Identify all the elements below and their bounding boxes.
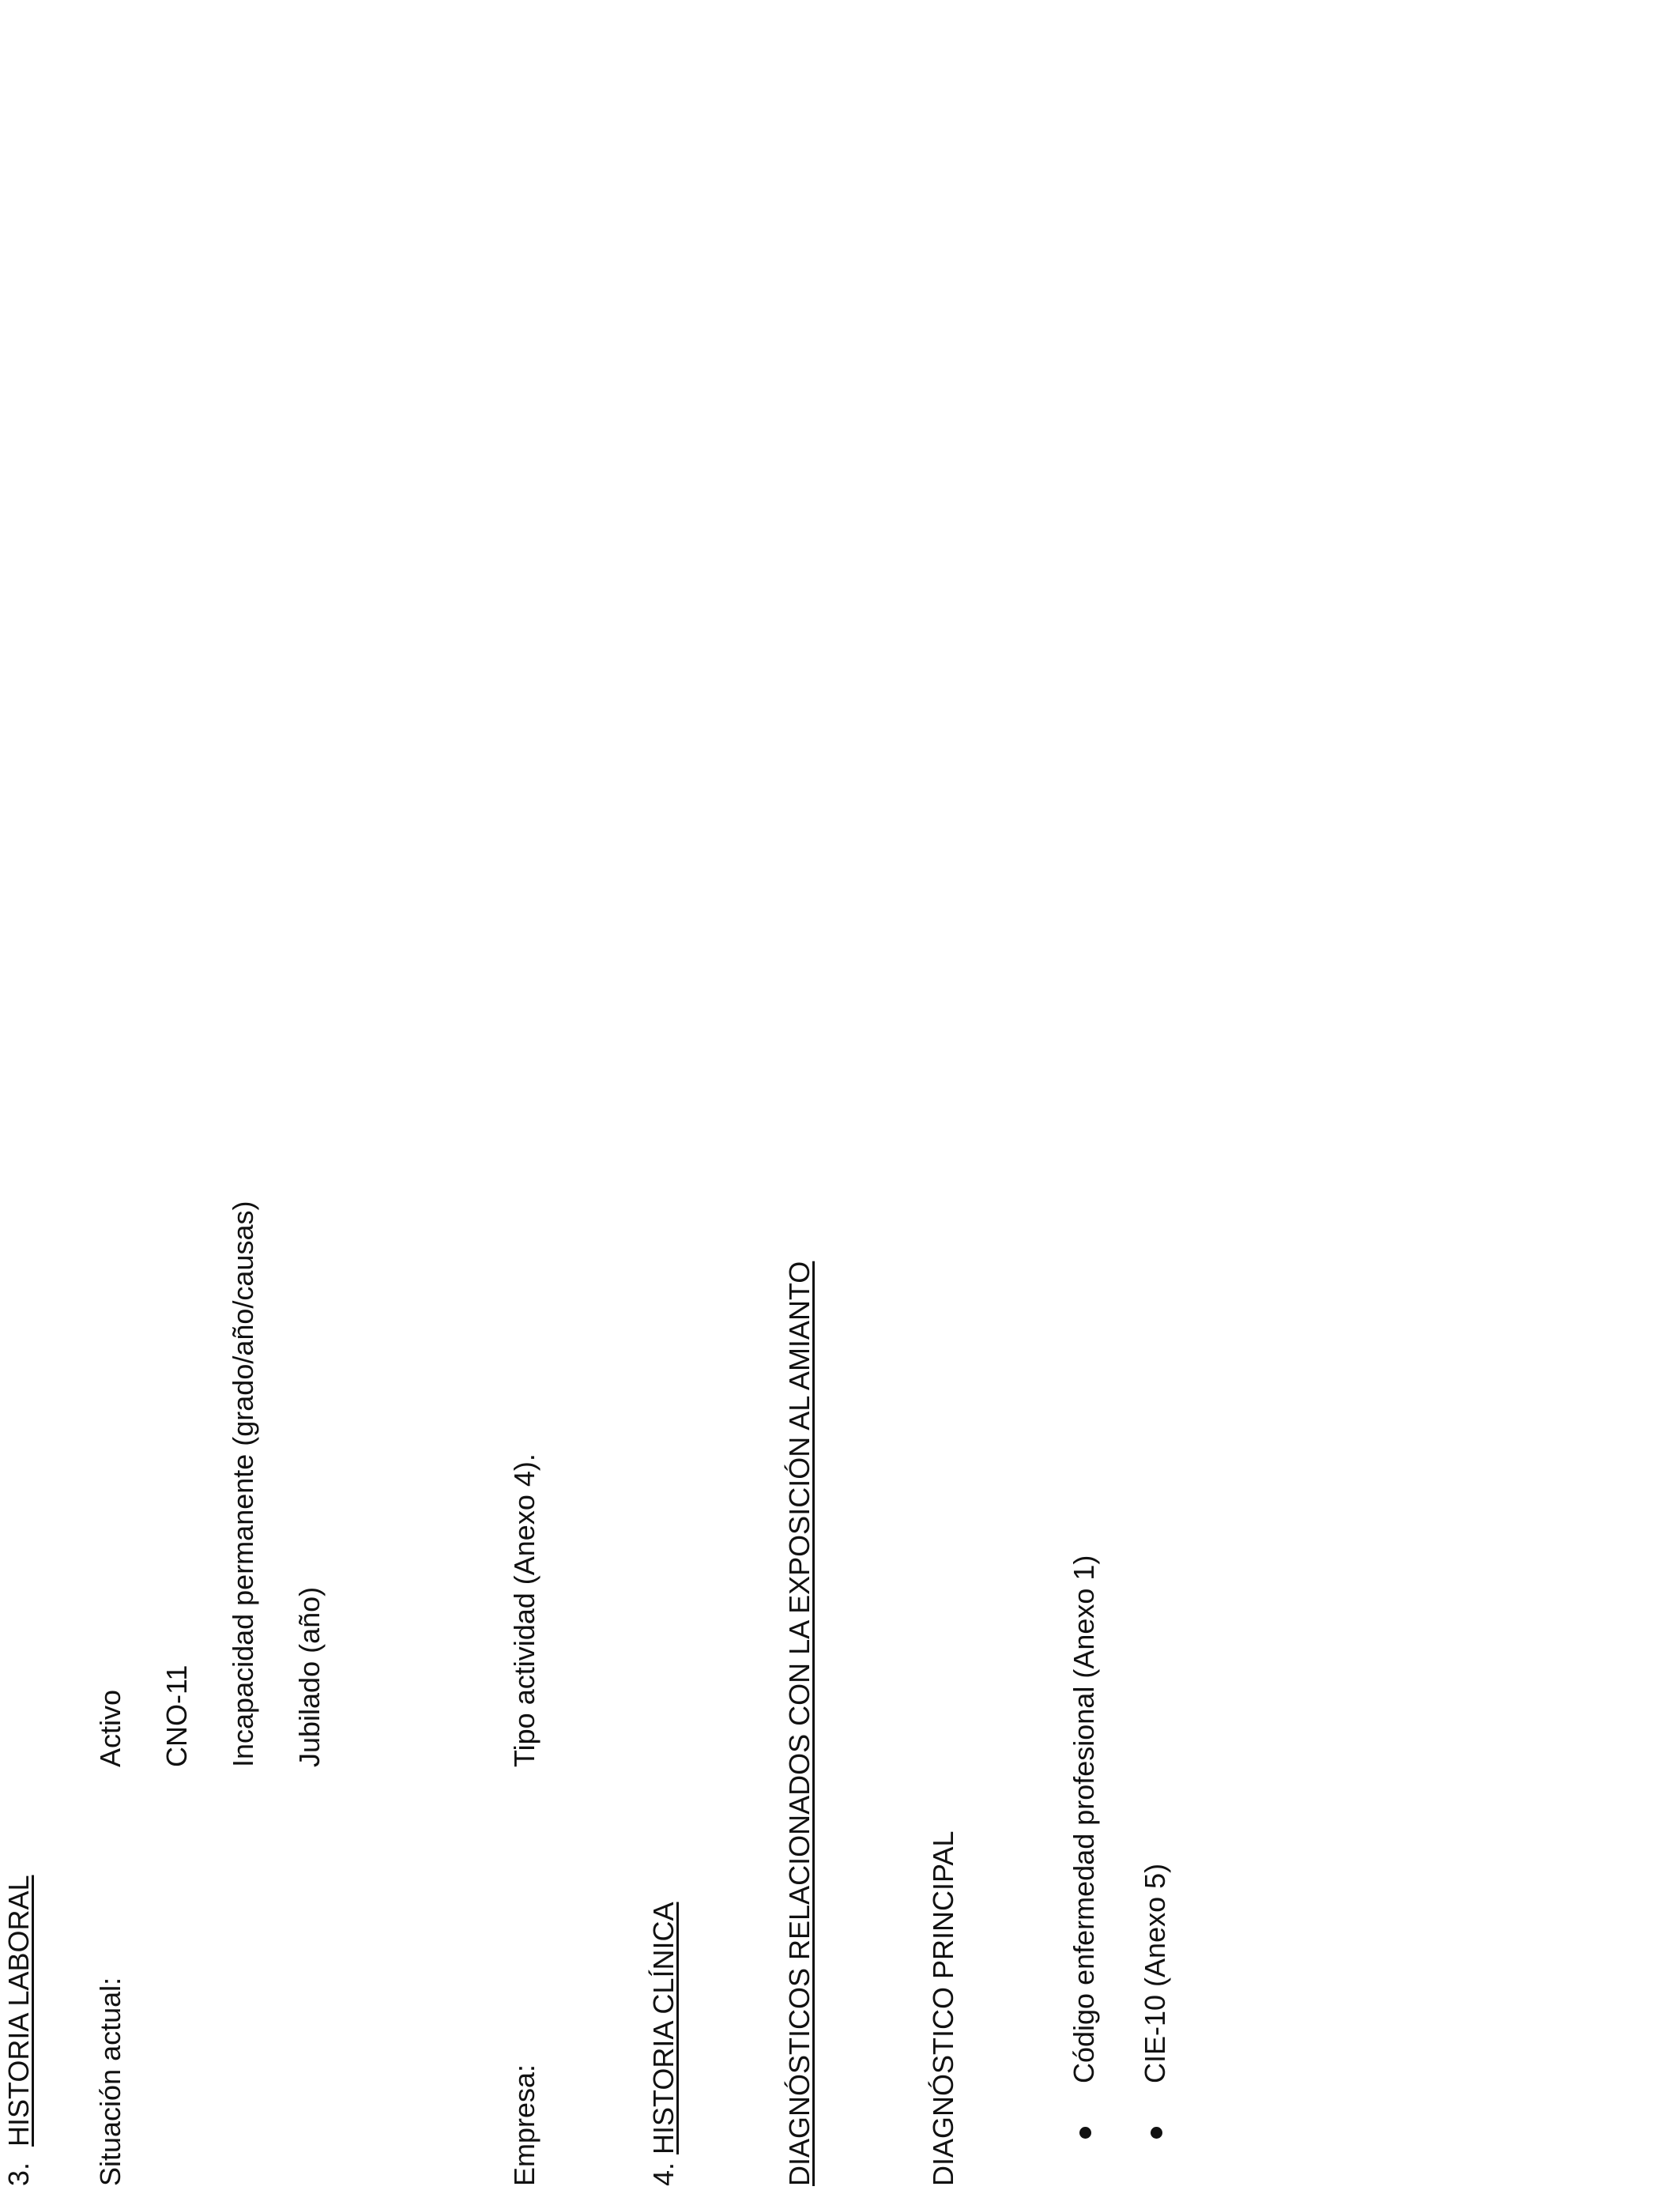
section4-heading	[646, 1902, 681, 2186]
empresa-label: Empresa:	[508, 2064, 541, 2186]
diagnostico-principal-heading: DIAGNÓSTICO PRINCIPAL	[927, 1830, 959, 2186]
section3-title: HISTORIA LABORAL	[2, 1875, 35, 2147]
section4-title: HISTORIA CLÍNICA	[647, 1902, 680, 2154]
bullet-item-codigo: Código enfermedad profesional (Anexo 1)	[1068, 1555, 1100, 2083]
bullet-item-cie10: CIE-10 (Anexo 5)	[1139, 1863, 1171, 2083]
situacion-option-activo: Activo	[94, 1689, 126, 1767]
empresa-value: Tipo actividad (Anexo 4).	[508, 1453, 541, 1767]
section4-number: 4.	[647, 2162, 680, 2186]
situacion-option-cno: CNO-11	[160, 1664, 193, 1767]
situacion-label: Situación actual:	[94, 1977, 126, 2186]
bullet-icon	[1151, 2127, 1162, 2139]
diagnosticos-heading: DIAGNÓSTICOS RELACIONADOS CON LA EXPOSICIÓN AL AMIANTO	[783, 1261, 816, 2186]
section3-heading	[2, 1875, 36, 2186]
situacion-option-jubilado: Jubilado (año)	[293, 1586, 326, 1767]
bullet-icon	[1079, 2127, 1091, 2139]
section3-number: 3.	[2, 2162, 35, 2186]
situacion-option-incapacidad: Incapacidad permanente (grado/año/causas)	[227, 1201, 259, 1767]
